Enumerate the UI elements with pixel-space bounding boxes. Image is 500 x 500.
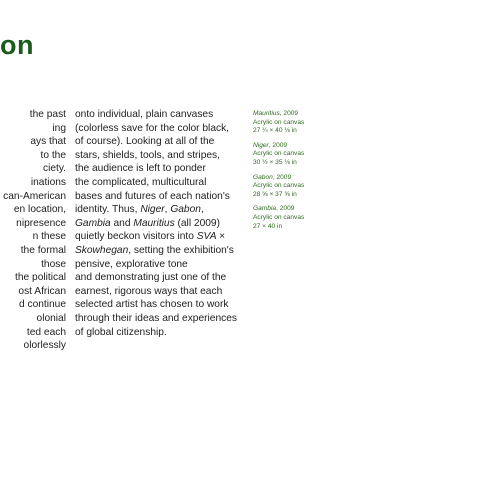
text-line: nipresence <box>16 217 66 229</box>
text-segment: bases and futures of each nation's <box>75 190 230 202</box>
text-line: the past <box>29 109 66 120</box>
text-line <box>75 271 250 285</box>
text-segment: , <box>164 204 171 216</box>
text-line: the formal <box>20 244 66 256</box>
caption-dimensions: 27 × 40 in <box>253 222 283 230</box>
text-line: ays that <box>30 136 66 148</box>
italic-title: Gabon <box>170 204 201 216</box>
text-line <box>75 203 250 217</box>
text-line: the political <box>15 272 66 284</box>
text-segment: the audience is left to ponder <box>75 163 206 175</box>
text-segment: of course). Looking at all of the <box>75 136 215 148</box>
caption-title-line <box>253 174 333 183</box>
text-line: olorlessly <box>23 340 66 352</box>
text-segment: (colorless save for the color black, <box>75 122 230 134</box>
text-line: d continue <box>18 299 66 311</box>
text-segment: earnest, rigorous ways that each <box>75 285 223 297</box>
text-segment: (all 2009) <box>174 217 220 229</box>
text-line <box>75 190 250 204</box>
caption-title-line <box>253 110 333 119</box>
section-heading: on <box>0 30 34 60</box>
text-segment: stars, shields, tools, and stripes, <box>75 149 220 161</box>
text-line: to the <box>40 149 66 161</box>
text-segment: through their ideas and experiences <box>75 312 237 324</box>
caption-year: , 2009 <box>268 141 288 149</box>
text-segment: pensive, explorative tone <box>75 258 188 270</box>
text-line <box>75 326 250 340</box>
artwork-captions <box>253 110 333 237</box>
italic-title: Gambia <box>75 217 111 229</box>
caption-title-line <box>253 142 333 151</box>
text-line: ost African <box>18 285 66 297</box>
caption-title-line <box>253 205 333 214</box>
caption-medium: Acrylic on canvas <box>253 150 305 158</box>
caption-title: Niger <box>253 141 269 149</box>
left-text-column <box>0 108 66 353</box>
text-line <box>75 122 250 136</box>
caption-medium: Acrylic on canvas <box>253 118 305 126</box>
caption-title: Mauritius <box>253 110 280 117</box>
caption-title: Gambia <box>253 205 277 213</box>
text-line: inations <box>30 176 66 188</box>
text-line <box>75 149 250 163</box>
text-line: can-American <box>3 190 66 202</box>
italic-title: Niger <box>140 204 165 216</box>
caption-title: Gabon <box>253 173 273 181</box>
text-line: those <box>41 258 66 270</box>
text-segment: , setting the exhibition's <box>128 244 234 256</box>
italic-title: Mauritius <box>133 217 175 229</box>
caption-dimensions: 27 ¼ × 40 ⅛ in <box>253 127 297 135</box>
italic-title: Skowhegan <box>75 244 129 256</box>
center-text-column <box>75 108 250 339</box>
text-line <box>75 285 250 299</box>
caption-dimensions: 28 ⅝ × 37 ⅝ in <box>253 190 297 198</box>
caption-year: , 2009 <box>279 110 299 117</box>
text-segment: identity. Thus, <box>75 204 141 216</box>
text-segment: and <box>110 217 134 229</box>
text-segment: of global citizenship. <box>75 326 167 338</box>
text-line: olonial <box>36 312 66 324</box>
italic-title: SVA × <box>196 231 225 243</box>
text-line: ted each <box>26 326 66 338</box>
text-segment: selected artist has chosen to work <box>75 299 229 311</box>
text-line <box>75 135 250 149</box>
artwork-caption <box>253 142 333 168</box>
caption-dimensions: 30 ½ × 35 ⅛ in <box>253 158 297 166</box>
text-line <box>75 176 250 190</box>
text-line: en location, <box>13 204 66 216</box>
text-line <box>75 258 250 272</box>
text-segment: and demonstrating just one of the <box>75 272 227 284</box>
text-line <box>75 230 250 244</box>
caption-year: , 2009 <box>272 173 292 181</box>
text-line <box>75 108 250 122</box>
text-line <box>75 162 250 176</box>
text-line <box>75 298 250 312</box>
text-line <box>75 244 250 258</box>
caption-medium: Acrylic on canvas <box>253 182 305 190</box>
artwork-caption <box>253 174 333 200</box>
text-segment: onto individual, plain canvases <box>75 109 214 120</box>
text-segment: the complicated, multicultural <box>75 176 207 188</box>
text-line: ciety. <box>42 163 66 175</box>
text-segment: , <box>200 204 204 216</box>
text-line: ing <box>52 122 66 134</box>
artwork-caption <box>253 205 333 231</box>
text-line: n these <box>32 231 66 243</box>
text-line <box>75 312 250 326</box>
caption-year: , 2009 <box>276 205 295 213</box>
artwork-caption <box>253 110 333 136</box>
text-segment: quietly beckon visitors into <box>75 231 197 243</box>
text-line <box>75 217 250 231</box>
caption-medium: Acrylic on canvas <box>253 213 305 221</box>
